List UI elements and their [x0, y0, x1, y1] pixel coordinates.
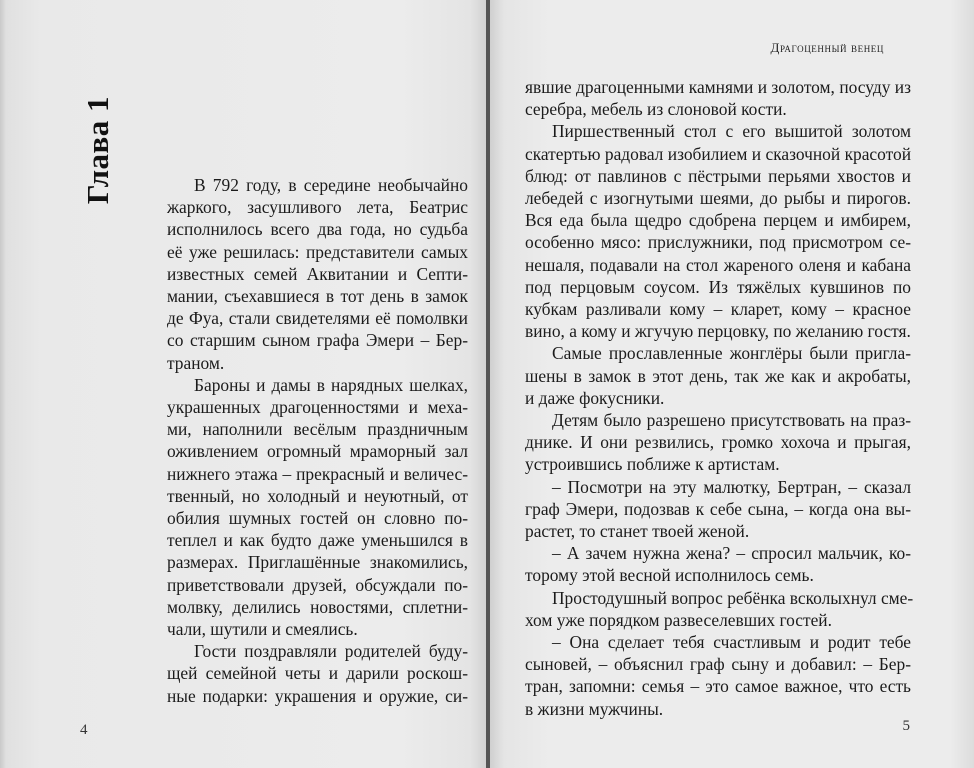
- chapter-heading: [58, 85, 138, 215]
- text-line: ми, наполнили весёлым праздничным: [167, 419, 468, 440]
- text-line: её уже решилась: представители самых: [167, 241, 468, 262]
- text-line: чали, шутили и смеялись.: [167, 619, 358, 640]
- text-line: блюд: от павлинов с пёстрыми перьями хвостов и: [525, 165, 911, 186]
- paragraph: [525, 542, 911, 586]
- text-line: и даже фокусники.: [525, 387, 665, 408]
- running-header: Драгоценный венец: [770, 40, 884, 55]
- left-page-body: [167, 174, 468, 707]
- text-line: вино, а кому и жгучую перцовку, по желанию гостя.: [525, 321, 911, 342]
- paragraph: [525, 120, 911, 342]
- text-line: – Посмотри на эту малютку, Бертран, – сказал: [552, 476, 911, 497]
- text-line: жаркого, засушливого лета, Беатрис: [167, 197, 468, 218]
- text-line: хом уже порядком развеселевших гостей.: [525, 609, 832, 630]
- paragraph: [525, 476, 911, 543]
- text-line: скатертью радовал изобилием и сказочной красотой: [525, 143, 911, 164]
- page-number-right: 5: [902, 718, 910, 734]
- paragraph: [525, 587, 914, 631]
- text-line: В 792 году, в середине необычайно: [194, 175, 468, 195]
- text-line: Вся еда была щедро сдобрена перцем и имбирем,: [525, 210, 911, 231]
- text-line: де Фуа, стали свидетелями её помолвки: [167, 308, 468, 329]
- text-line: исполнилось всего два года, но судьба: [167, 219, 468, 240]
- paragraph: [167, 174, 468, 374]
- text-line: растет, то станет твоей женой.: [525, 521, 750, 542]
- text-line: теплел и как будто даже уменьшился в: [167, 530, 468, 551]
- text-line: Пиршественный стол с его вышитой золотом: [552, 121, 911, 142]
- text-line: днике. И они резвились, громко хохоча и прыгая,: [525, 432, 911, 453]
- text-line: Самые прославленные жонглёры были пригла-: [552, 343, 911, 364]
- text-line: торому этой весной исполнилось семь.: [525, 565, 814, 586]
- text-line: траном.: [167, 352, 225, 373]
- text-line: известных семей Аквитании и Септи-: [167, 263, 468, 284]
- text-line: оживлением огромный мраморный зал: [167, 441, 468, 462]
- chapter-title: Глава 1: [80, 95, 115, 205]
- text-line: Гости поздравляли родителей буду-: [194, 641, 468, 662]
- paragraph: [525, 631, 911, 720]
- paragraph: [167, 374, 468, 640]
- text-line: Простодушный вопрос ребёнка всколыхнул сме-: [552, 587, 914, 608]
- right-page-body: [525, 76, 914, 720]
- text-line: кубкам разливали кому – кларет, кому – красное: [525, 299, 911, 320]
- text-line: лебедей с изогнутыми шеями, до рыбы и пирогов.: [525, 188, 911, 209]
- text-line: размерах. Приглашённые знакомились,: [167, 552, 468, 573]
- text-line: твенный, но холодный и неуютный, от: [167, 485, 468, 506]
- text-line: шены в замок в этот день, так же как и акробаты,: [525, 365, 911, 386]
- paragraph: [525, 76, 911, 120]
- text-line: особенно мясо: прислужники, под присмотром се-: [525, 232, 911, 253]
- text-line: обилия шумных гостей он словно по-: [167, 508, 468, 529]
- text-line: приветствовали друзей, обсуждали по-: [167, 574, 468, 595]
- text-line: со старшим сыном графа Эмери – Бер-: [167, 330, 468, 351]
- paragraph: [167, 640, 468, 707]
- text-line: украшенных драгоценностями и меха-: [167, 397, 468, 418]
- text-line: устроившись поближе к артистам.: [525, 454, 780, 475]
- text-line: под перцовым соусом. Из тяжёлых кувшинов по: [525, 276, 911, 297]
- text-line: щей семейной четы и дарили роскош-: [167, 663, 468, 684]
- paragraph: [525, 342, 911, 409]
- right-page: [490, 0, 974, 768]
- text-line: молвку, делились новостями, сплетни-: [167, 596, 468, 617]
- text-line: тран, запомни: семья – это самое важное, что есть: [525, 676, 911, 697]
- text-line: серебра, мебель из слоновой кости.: [525, 99, 787, 120]
- text-line: – А зачем нужна жена? – спросил мальчик, ко-: [552, 543, 911, 564]
- text-line: ные подарки: украшения и оружие, си-: [167, 685, 468, 706]
- text-line: мании, съехавшиеся в тот день в замок: [167, 286, 468, 307]
- text-line: в жизни мужчины.: [525, 698, 664, 719]
- paragraph: [525, 409, 911, 476]
- text-line: сыновей, – объяснил граф сыну и добавил: – Бер-: [525, 654, 911, 675]
- text-line: нешаля, подавали на стол жареного оленя и кабана: [525, 254, 911, 275]
- text-line: Детям было разрешено присутствовать на праз-: [552, 410, 911, 431]
- text-line: явшие драгоценными камнями и золотом, посуду из: [525, 77, 911, 97]
- text-line: Бароны и дамы в нарядных шелках,: [194, 374, 468, 395]
- page-number-left: 4: [80, 722, 88, 738]
- text-line: нижнего этажа – прекрасный и величес-: [167, 463, 468, 484]
- text-line: – Она сделает тебя счастливым и родит тебе: [552, 632, 911, 653]
- text-line: граф Эмери, подозвав к себе сына, – когда она вы-: [525, 498, 911, 519]
